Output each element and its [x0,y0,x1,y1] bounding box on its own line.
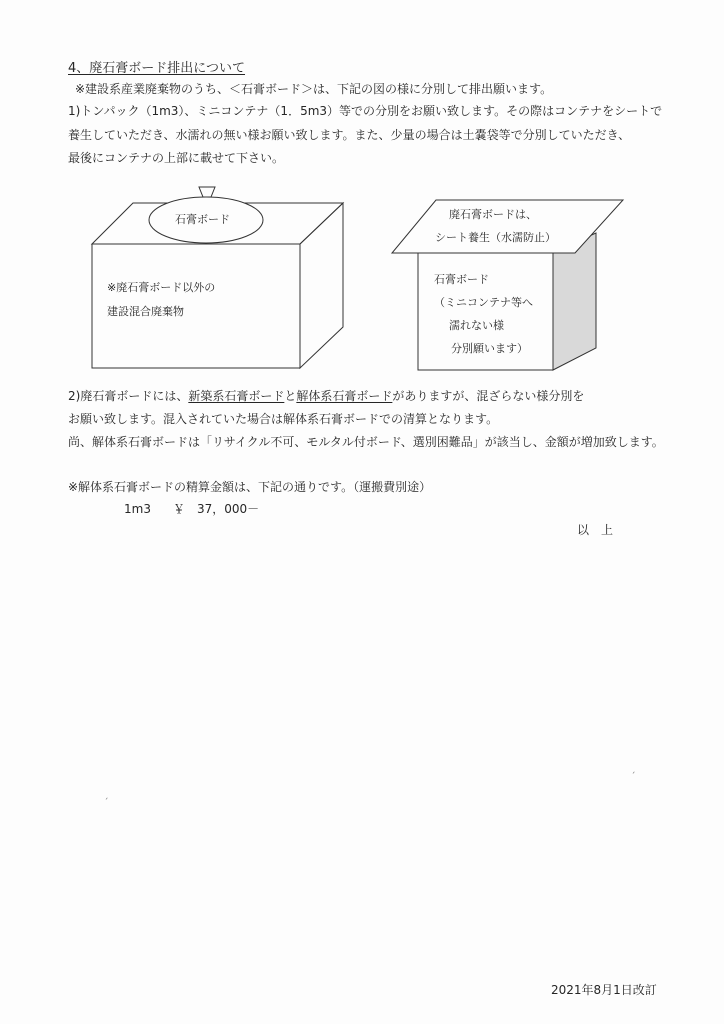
item1-line1: 1)トンパック（1m3）、ミニコンテナ（1．5m3）等での分別をお願い致します。その際はコンテナをシートで [68,104,663,118]
item2-line1-a: 2)廃石膏ボードには、 [68,389,189,403]
section-heading: 4、廃石膏ボード排出について [68,61,246,76]
sheet-label-1: 廃石膏ボードは、 [449,208,537,221]
item2-line2: お願い致します。混入されていた場合は解体系石膏ボードでの清算となります。 [68,412,499,426]
item1-line2: 養生していただき、水濡れの無い様お願い致します。また、少量の場合は土嚢袋等で分別していただき、 [68,128,631,142]
item2-line3: 尚、解体系石膏ボードは「リサイクル不可、モルタル付ボード、選別困難品」が該当し、金額が増加致します。 [68,435,664,449]
scan-mark: ˊ [104,798,109,808]
intro-text: ※建設系産業廃棄物のうち、＜石膏ボード＞は、下記の図の様に分別して排出願います。 [75,82,553,96]
sheet-label-2: シート養生（水濡防止） [435,231,556,244]
scan-mark: ˊ [631,772,636,782]
item2-line1-e: がありますが、混ざらない様分別を [392,389,585,403]
item1-line3: 最後にコンテナの上部に載せて下さい。 [68,151,285,165]
mixed-waste-label-2: 建設混合廃棄物 [107,305,184,318]
item2-line1-c: と [284,389,297,403]
revision-date: 2021年8月1日改訂 [551,983,657,997]
price-note: ※解体系石膏ボードの精算金額は、下記の通りです。（運搬費別途） [68,480,432,494]
container-label-2: （ミニコンテナ等へ [434,296,533,309]
container-label-4: 分別願います） [451,342,528,355]
bag-label: 石膏ボード [175,213,230,226]
container-label-3: 濡れない様 [449,319,504,332]
container-label-1: 石膏ボード [434,273,489,286]
separation-diagram [0,0,724,400]
demolition-board-term: 解体系石膏ボード [296,389,393,403]
mixed-waste-label-1: ※廃石膏ボード以外の [107,281,216,294]
closing-mark: 以 上 [577,523,614,537]
price-amount: ￥ 37，000－ [173,502,260,516]
new-build-board-term: 新築系石膏ボード [188,389,285,403]
price-unit: 1m3 [124,502,151,516]
item2-line1 [68,389,584,403]
